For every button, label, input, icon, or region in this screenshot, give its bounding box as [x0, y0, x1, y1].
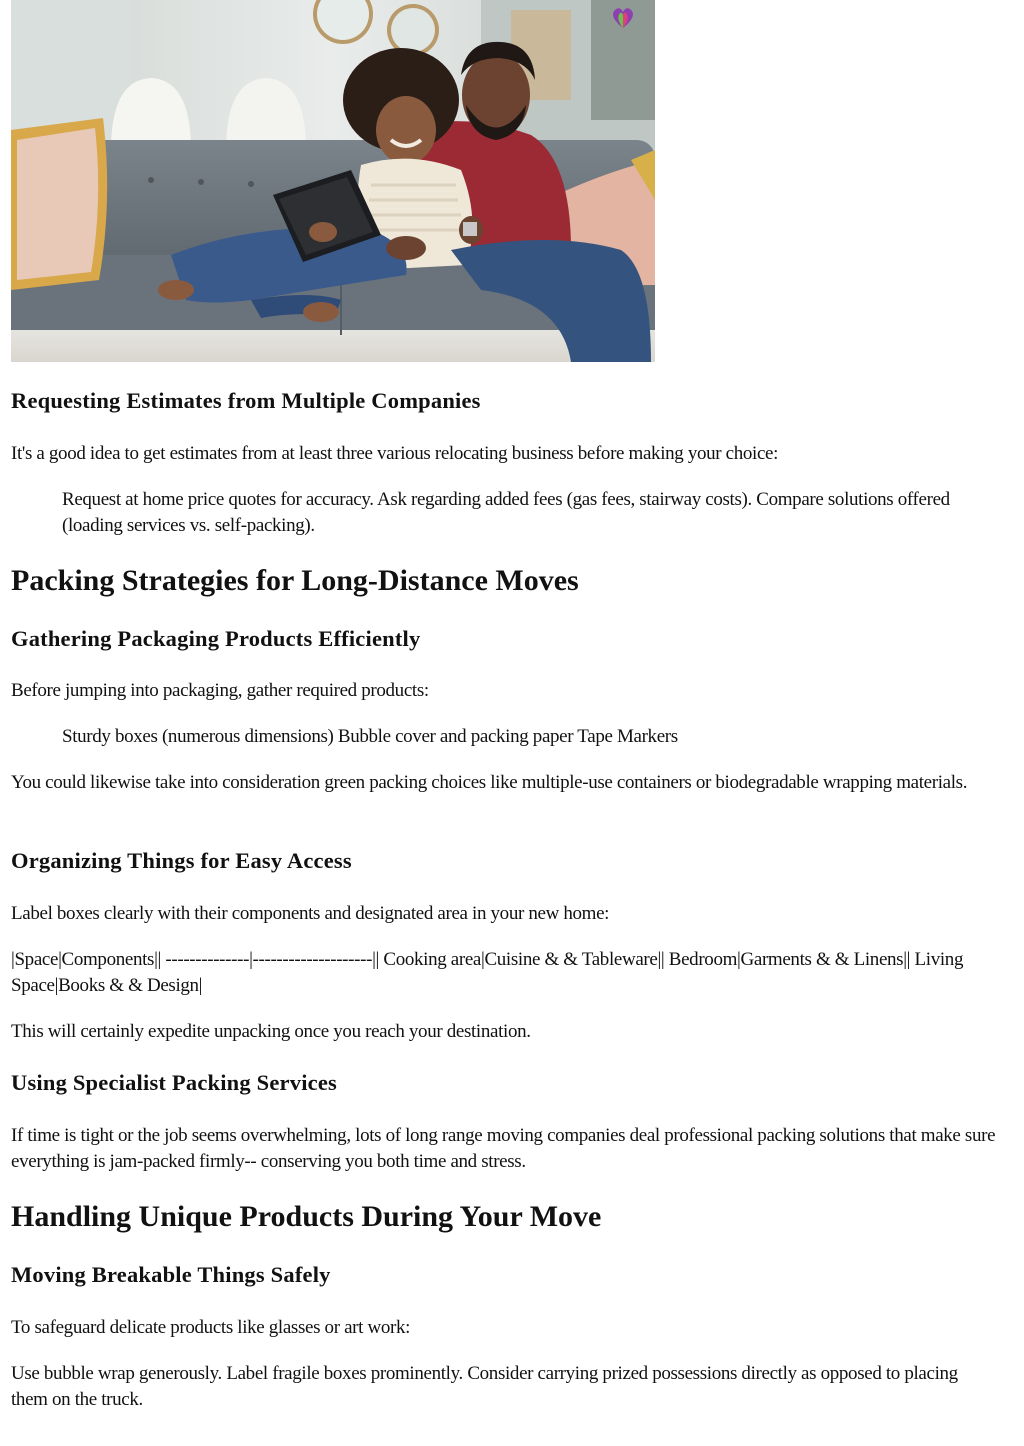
hero-photo: [11, 0, 655, 362]
organizing-heading: Organizing Things for Easy Access: [11, 848, 352, 873]
gathering-list: Sturdy boxes (numerous dimensions) Bubble cover and packing paper Tape Markers: [62, 726, 678, 747]
packing-heading: Packing Strategies for Long-Distance Moves: [11, 564, 579, 597]
gathering-intro: Before jumping into packaging, gather required products:: [11, 680, 429, 701]
breakable-heading: Moving Breakable Things Safely: [11, 1262, 331, 1287]
estimates-intro: It's a good idea to get estimates from at least three various relocating business before making your choice:: [11, 443, 779, 464]
heart-logo-icon: [611, 4, 635, 32]
estimates-list: Request at home price quotes for accuracy. Ask regarding added fees (gas fees, stairway costs). Compare solutions offered (loading services vs. self-packing).: [62, 489, 950, 536]
document-page: [11, 0, 1011, 1410]
organizing-table-text: |Space|Components|| --------------|--------------------|| Cooking area|Cuisine & & Tableware|| Bedroom|Garments & & Linens|| Living Space|Books & & Design|: [11, 949, 964, 996]
couple-on-sofa-illustration: [11, 0, 655, 362]
unique-heading: Handling Unique Products During Your Move: [11, 1200, 602, 1233]
specialist-heading: Using Specialist Packing Services: [11, 1070, 337, 1095]
breakable-body: Use bubble wrap generously. Label fragile boxes prominently. Consider carrying prized possessions directly as opposed to placing them on the truck.: [11, 1363, 958, 1410]
gathering-note: You could likewise take into consideration green packing choices like multiple-use containers or biodegradable wrapping materials.: [11, 772, 968, 793]
gathering-heading: Gathering Packaging Products Efficiently: [11, 626, 421, 651]
organizing-intro: Label boxes clearly with their components and designated area in your new home:: [11, 903, 610, 924]
specialist-body: If time is tight or the job seems overwhelming, lots of long range moving companies deal professional packing solutions that make sure everything is jam-packed firmly-- conserving you both time and stress.: [11, 1125, 996, 1172]
organizing-note: This will certainly expedite unpacking once you reach your destination.: [11, 1021, 531, 1042]
estimates-heading: Requesting Estimates from Multiple Companies: [11, 388, 481, 413]
breakable-intro: To safeguard delicate products like glasses or art work:: [11, 1317, 411, 1338]
